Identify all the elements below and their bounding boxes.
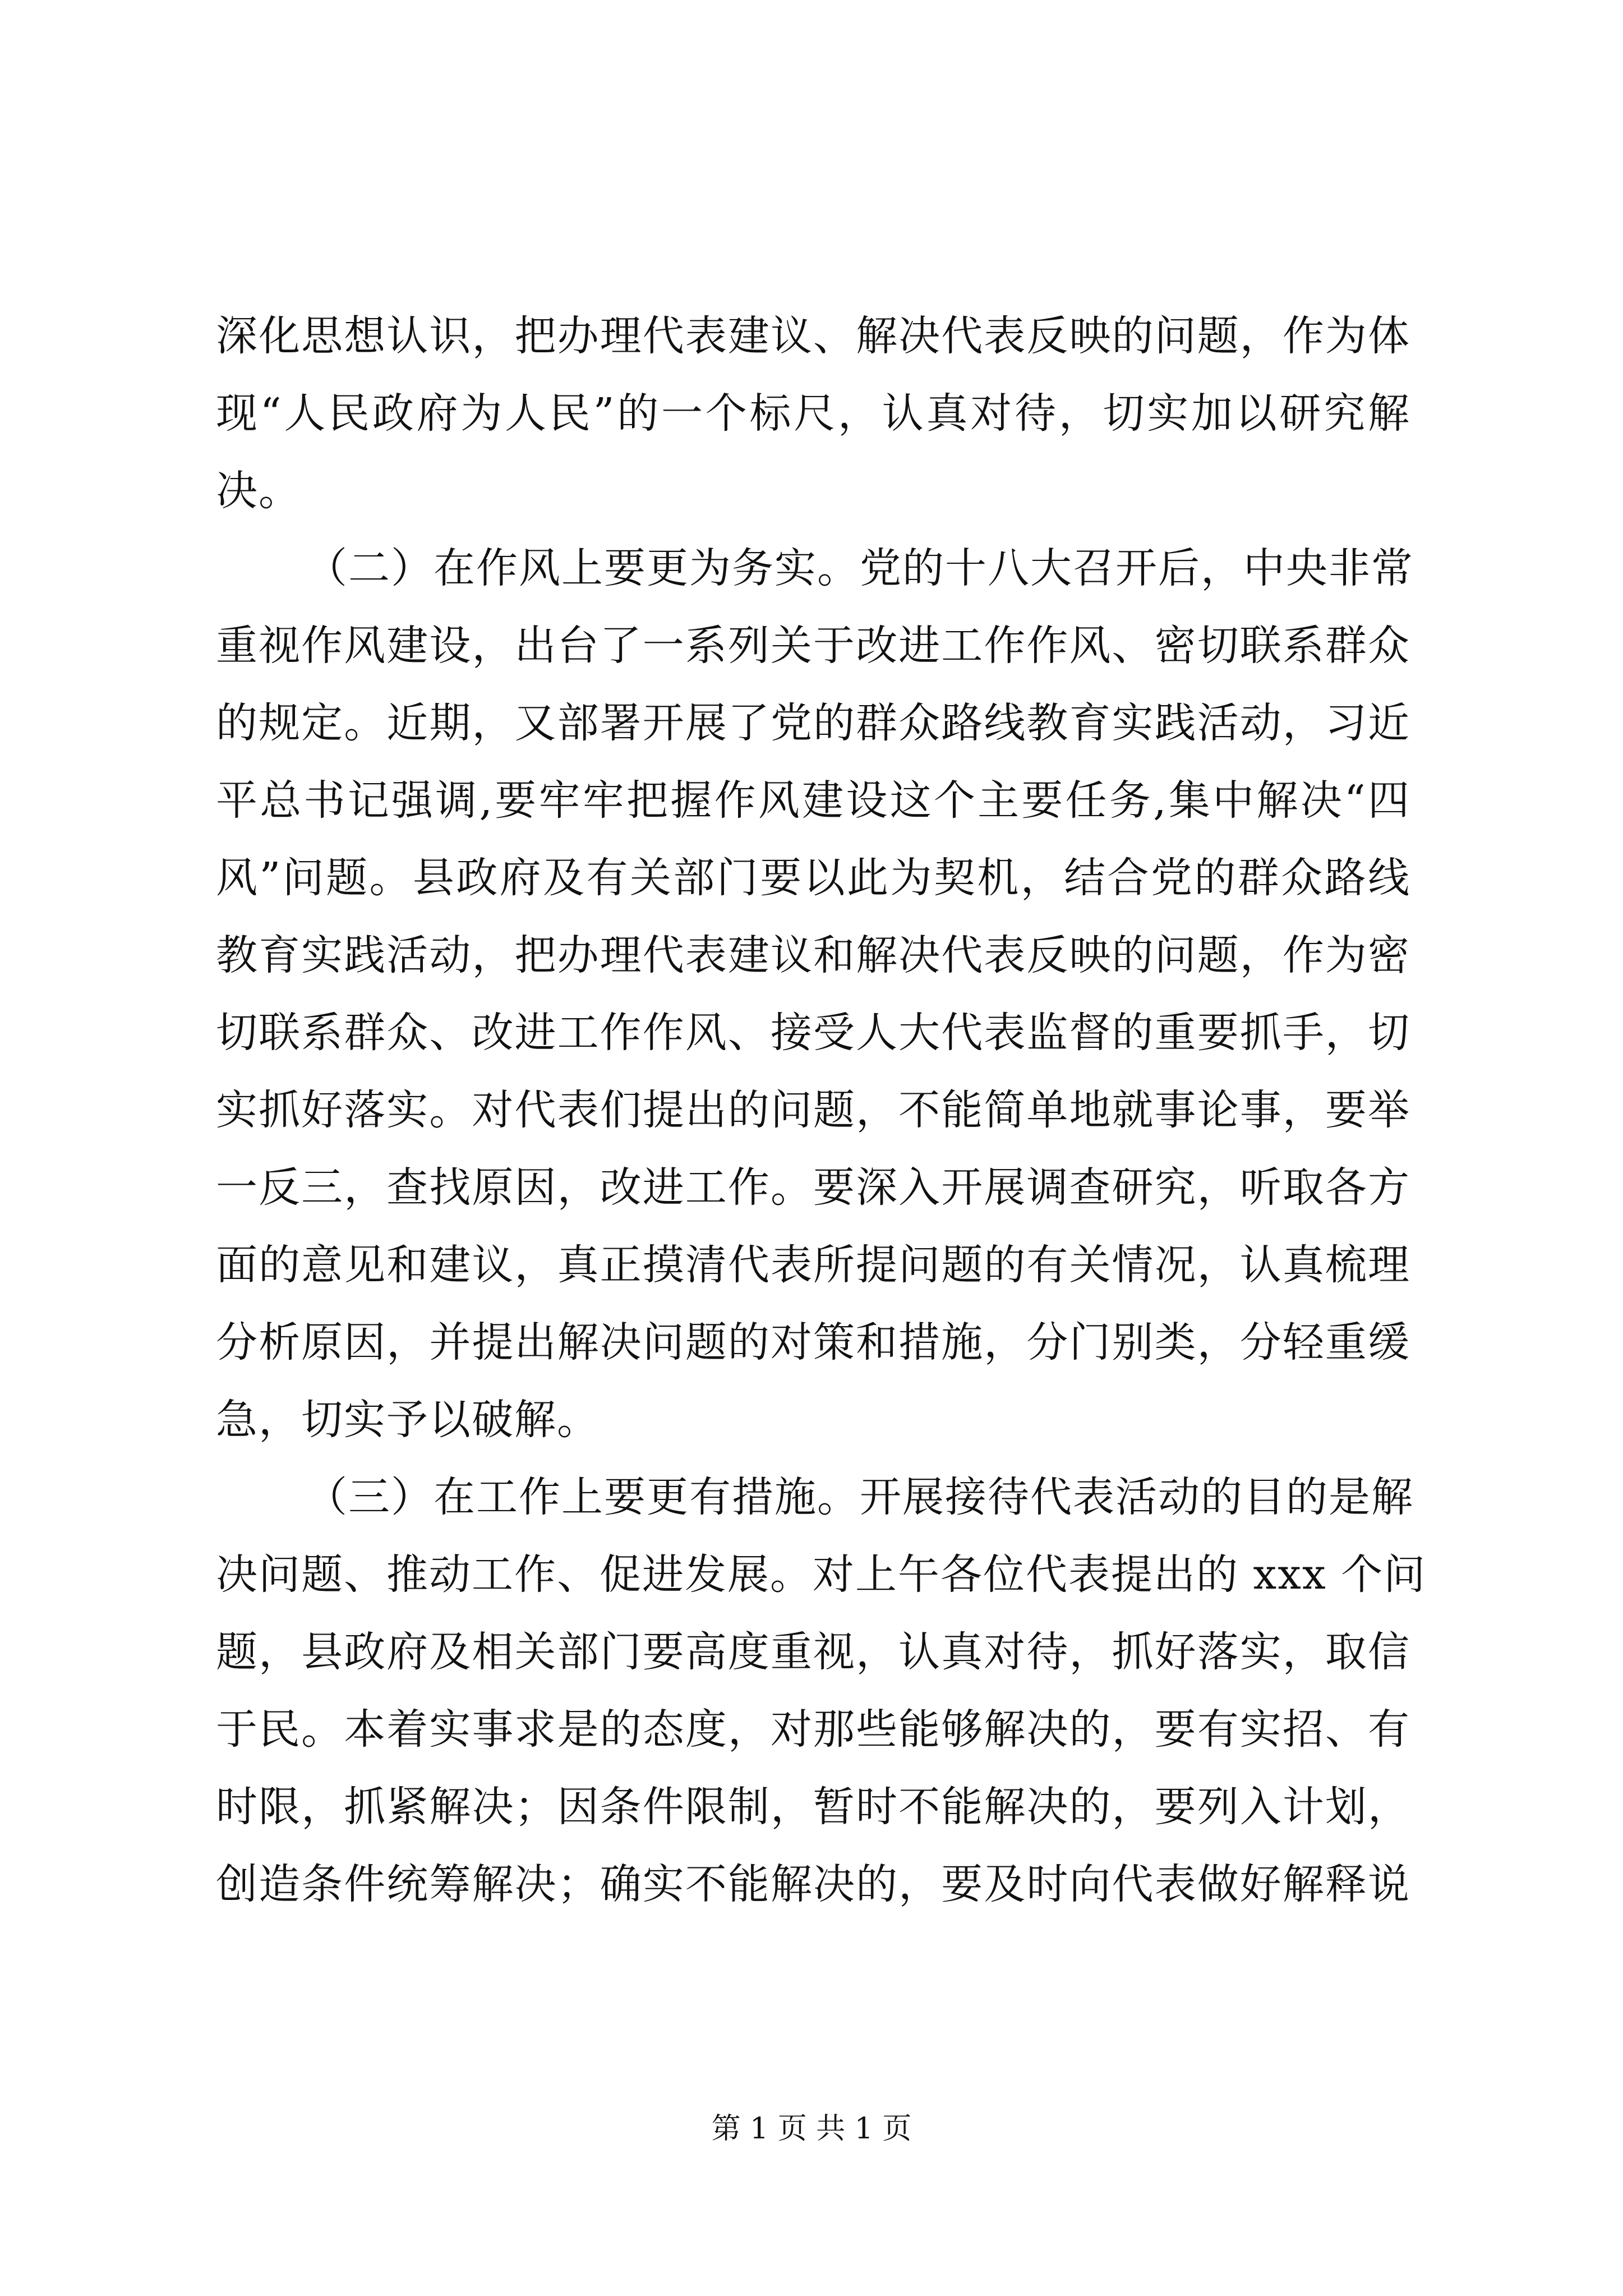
document-body — [216, 297, 1427, 1923]
paragraph-line: 重视作风建设，出台了一系列关于改进工作作风、密切联系群众 — [216, 622, 1410, 670]
paragraph-line: （二）在作风上要更为务实。党的十八大召开后，中央非常 — [306, 544, 1414, 592]
paragraph-line: 现“人民政府为人民”的一个标尺，认真对待，切实加以研究解 — [216, 389, 1410, 438]
paragraph-line: 分析原因，并提出解决问题的对策和措施，分门别类，分轻重缓 — [216, 1318, 1410, 1366]
paragraph-line: 时限，抓紧解决；因条件限制，暂时不能解决的，要列入计划， — [216, 1783, 1410, 1831]
paragraph-line: 实抓好落实。对代表们提出的问题，不能简单地就事论事，要举 — [216, 1086, 1410, 1134]
paragraph-line: 风”问题。县政府及有关部门要以此为契机，结合党的群众路线 — [216, 854, 1410, 902]
paragraph-line: 深化思想认识，把办理代表建议、解决代表反映的问题，作为体 — [216, 312, 1410, 360]
paragraph-line: （三）在工作上要更有措施。开展接待代表活动的目的是解 — [306, 1473, 1414, 1521]
paragraph-line: 切联系群众、改进工作作风、接受人大代表监督的重要抓手，切 — [216, 1009, 1410, 1057]
paragraph-line: 面的意见和建议，真正摸清代表所提问题的有关情况，认真梳理 — [216, 1241, 1410, 1289]
paragraph-line: 创造条件统筹解决；确实不能解决的，要及时向代表做好解释说 — [216, 1860, 1410, 1908]
paragraph-line: 平总书记强调,要牢牢把握作风建设这个主要任务,集中解决“四 — [216, 776, 1410, 825]
paragraph-line: 一反三，查找原因，改进工作。要深入开展调查研究，听取各方 — [216, 1163, 1410, 1212]
paragraph-line: 教育实践活动，把办理代表建议和解决代表反映的问题，作为密 — [216, 931, 1410, 979]
paragraph-line: 的规定。近期，又部署开展了党的群众路线教育实践活动，习近 — [216, 699, 1410, 747]
paragraph-line: 于民。本着实事求是的态度，对那些能够解决的，要有实招、有 — [216, 1705, 1410, 1754]
paragraph-line: 急，切实予以破解。 — [216, 1396, 600, 1444]
page-number-footer: 第 1 页 共 1 页 — [711, 2112, 912, 2146]
paragraph-line: 决。 — [216, 467, 301, 515]
paragraph-line: 题，县政府及相关部门要高度重视，认真对待，抓好落实，取信 — [216, 1628, 1410, 1676]
paragraph-line: 决问题、推动工作、促进发展。对上午各位代表提出的 xxx 个问 — [216, 1550, 1427, 1599]
